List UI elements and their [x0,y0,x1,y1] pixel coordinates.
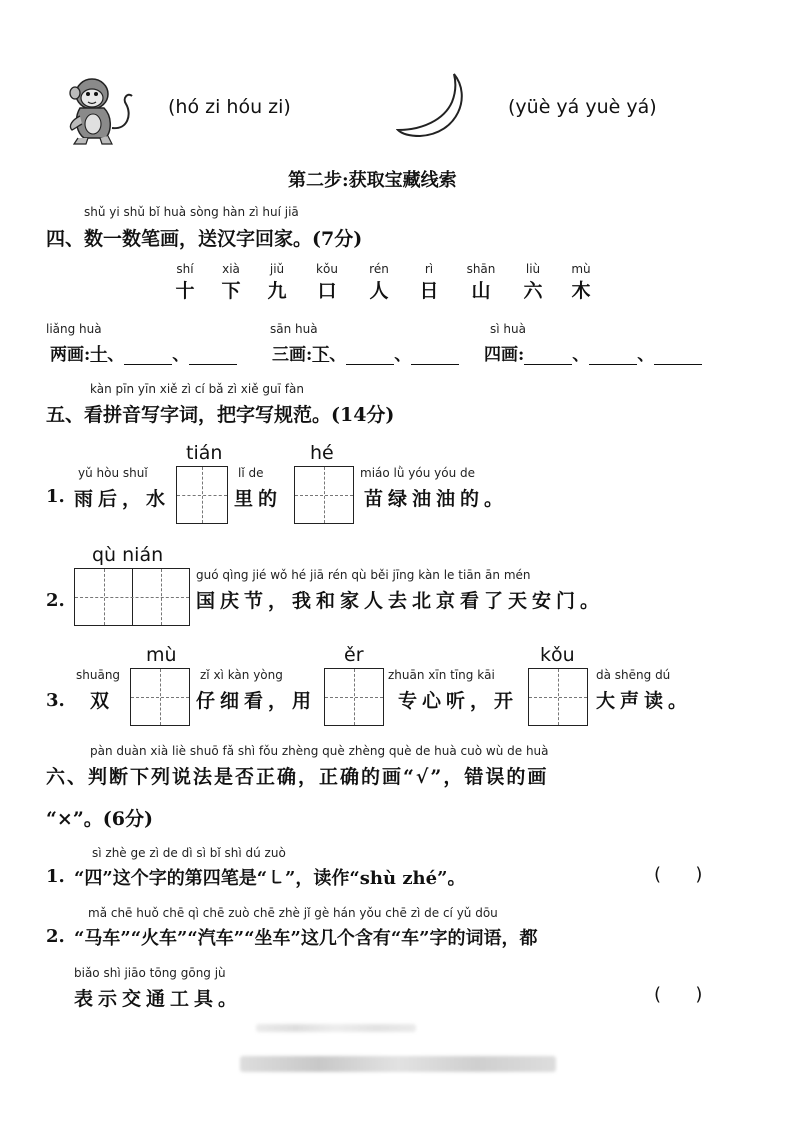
sec6-q2-text: “马车”“火车”“汽车”“坐车”这几个含有“车”字的词语，都 [74,928,538,949]
sec6-q1-number: 1. [46,866,65,887]
step-title: 第二步:获取宝藏线索 [288,170,457,191]
group-2-strokes: 两画:十、 、 [50,340,237,365]
q1-pinyin-a: yǔ hòu shuǐ [78,466,148,480]
char-item: rì 日 [419,262,439,302]
q3-box3-pinyin: kǒu [540,644,575,666]
sec6-q1-text: “四”这个字的第四笔是“㇄”，读作“shù zhé”。 [74,868,466,889]
group-3-pinyin: sān huà [270,322,318,336]
monkey-icon [62,70,134,146]
sec6-pinyin: pàn duàn xià liè shuō fǎ shì fǒu zhèng què zhèng què de huà cuò wù de huà [90,744,549,758]
q2-pinyin: guó qìng jié wǒ hé jiā rén qù běi jīng kàn le tiān ān mén [196,568,531,582]
q3-pinyin-c: zhuān xīn tīng kāi [388,668,495,682]
q1-writing-box-2[interactable] [294,466,354,524]
blurred-watermark [240,1056,556,1072]
char-item: liù 六 [523,262,543,302]
q3-pinyin-b: zǐ xì kàn yòng [200,668,283,682]
sec6-q1-answer-parens[interactable]: ( ) [654,864,703,885]
q3-pinyin-d: dà shēng dú [596,668,671,682]
q1-box1-pinyin: tián [186,442,223,464]
q3-number: 3. [46,690,65,711]
sec5-title: 五、看拼音写字词，把字写规范。(14分) [46,404,395,426]
q3-text-b: 仔细看，用 [196,690,317,712]
q1-writing-box-1[interactable] [176,466,228,524]
crescent-moon-icon [396,72,470,140]
moon-illustration [396,72,470,140]
sec6-title-line1: 六、判断下列说法是否正确，正确的画“√”，错误的画 [46,766,549,788]
char-item: shān 山 [466,262,496,302]
q3-box1-pinyin: mù [146,644,177,666]
q3-pinyin-a: shuāng [76,668,121,682]
answer-blank[interactable] [189,348,237,365]
answer-blank[interactable] [524,348,572,365]
q3-writing-box-1[interactable] [130,668,190,726]
q1-box2-pinyin: hé [310,442,334,464]
q1-text-b: 里的 [234,488,283,510]
answer-blank[interactable] [589,348,637,365]
group-3-strokes: 三画:下、 、 [272,340,459,365]
sec5-pinyin: kàn pīn yīn xiě zì cí bǎ zì xiě guī fàn [90,382,304,396]
char-item: rén 人 [369,262,389,302]
q1-text-a: 雨后，水 [74,488,171,510]
q1-number: 1. [46,486,65,507]
monkey-pinyin-options: (hó zi hóu zi) [168,96,291,118]
char-item: jiǔ 九 [267,262,287,302]
q1-pinyin-c: miáo lǜ yóu yóu de [360,466,476,480]
q3-box2-pinyin: ěr [344,644,364,666]
q3-writing-box-3[interactable] [528,668,588,726]
moon-pinyin-options: (yüè yá yuè yá) [508,96,657,118]
q3-text-a: 双 [90,690,115,712]
answer-blank[interactable] [346,348,394,365]
sec4-pinyin: shǔ yi shǔ bǐ huà sòng hàn zì huí jiā [84,205,299,219]
sec6-q2-number: 2. [46,926,65,947]
q1-text-c: 苗绿油油的。 [364,488,509,510]
answer-blank[interactable] [411,348,459,365]
group-2-pinyin: liǎng huà [46,322,102,336]
q2-box-pinyin: qù nián [92,544,164,566]
sec4-title: 四、数一数笔画，送汉字回家。(7分) [46,228,363,250]
answer-blank[interactable] [124,348,172,365]
q3-text-c: 专心听，开 [398,690,519,712]
answer-blank[interactable] [654,348,702,365]
sec6-q2-text-2: 表示交通工具。 [74,988,243,1010]
group-4-strokes: 四画: 、 、 [484,340,702,365]
q3-writing-box-2[interactable] [324,668,384,726]
q2-text: 国庆节，我和家人去北京看了天安门。 [196,590,605,612]
q2-number: 2. [46,590,65,611]
sec6-q1-pinyin: sì zhè ge zì de dì sì bǐ shì dú zuò [92,846,286,860]
q3-text-d: 大声读。 [596,690,693,712]
sec6-q2-pinyin-2: biǎo shì jiāo tōng gōng jù [74,966,226,980]
char-item: shí 十 [175,262,195,302]
group-4-pinyin: sì huà [490,322,526,336]
char-item: xià 下 [221,262,241,302]
char-item: kǒu 口 [316,262,338,302]
sec4-char-list [160,262,610,310]
sec6-q2-answer-parens[interactable]: ( ) [654,984,703,1005]
char-item: mù 木 [571,262,591,302]
monkey-illustration [62,70,134,146]
answer-prefilled: 下 [312,345,330,365]
blurred-footer-line [256,1024,416,1032]
sec6-title-line2: “×”。(6分) [46,808,153,830]
q2-writing-box[interactable] [74,568,190,626]
answer-prefilled: 十 [90,345,108,365]
q1-pinyin-b: lǐ de [238,466,264,480]
sec6-q2-pinyin: mǎ chē huǒ chē qì chē zuò chē zhè jǐ gè hán yǒu chē zì de cí yǔ dōu [88,906,498,920]
